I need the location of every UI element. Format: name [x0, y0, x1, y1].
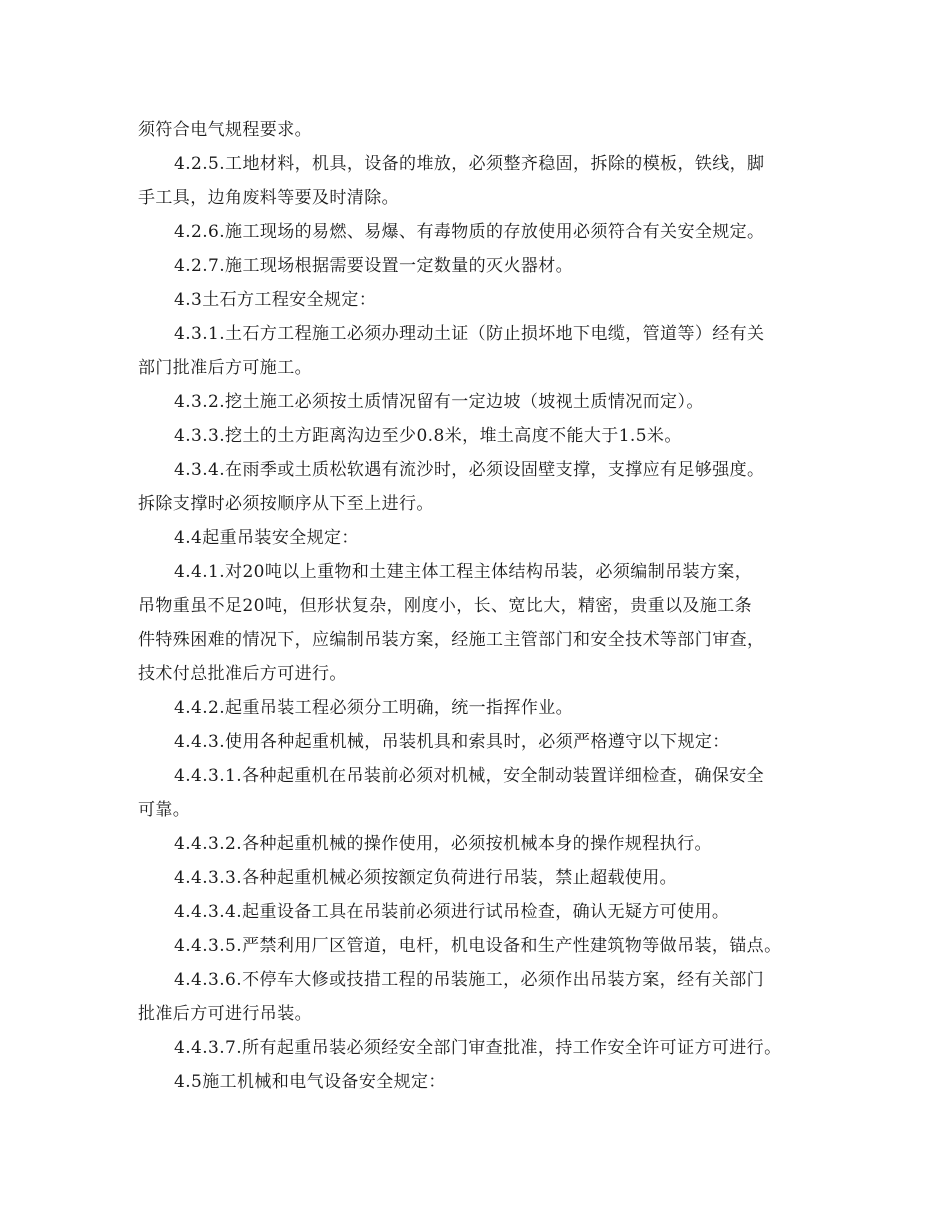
text-line: 4.3.1.土石方工程施工必须办理动土证（防止损坏地下电缆，管道等）经有关: [174, 324, 765, 344]
text-line: 4.4.3.4.起重设备工具在吊装前必须进行试吊检查，确认无疑方可使用。: [174, 902, 730, 922]
text-line: 4.4.3.5.严禁利用厂区管道，电杆，机电设备和生产性建筑物等做吊装，锚点。: [174, 936, 782, 956]
section-heading: 4.3土石方工程安全规定：: [174, 290, 377, 310]
text-line: 4.4.3.2.各种起重机械的操作使用，必须按机械本身的操作规程执行。: [174, 834, 712, 854]
section-heading: 4.5施工机械和电气设备安全规定：: [174, 1072, 446, 1092]
text-line: 4.4.3.3.各种起重机械必须按额定负荷进行吊装，禁止超载使用。: [174, 868, 678, 888]
text-line: 部门批准后方可施工。: [138, 358, 312, 378]
text-line: 4.4.3.6.不停车大修或技措工程的吊装施工，必须作出吊装方案，经有关部门: [174, 970, 765, 990]
text-line: 技术付总批准后方可进行。: [138, 664, 347, 684]
text-line: 手工具，边角废料等要及时清除。: [138, 188, 399, 208]
text-line: 件特殊困难的情况下，应编制吊装方案，经施工主管部门和安全技术等部门审查，: [138, 630, 765, 650]
text-line: 拆除支撑时必须按顺序从下至上进行。: [138, 494, 434, 514]
section-heading: 4.4起重吊装安全规定：: [174, 528, 359, 548]
text-line: 4.2.7.施工现场根据需要设置一定数量的灭火器材。: [174, 256, 574, 276]
text-line: 4.3.3.挖土的土方距离沟边至少0.8米，堆土高度不能大于1.5米。: [174, 426, 682, 446]
text-line: 4.4.2.起重吊装工程必须分工明确，统一指挥作业。: [174, 698, 574, 718]
text-line: 4.4.3.1.各种起重机在吊装前必须对机械，安全制动装置详细检查，确保安全: [174, 766, 765, 786]
text-line: 吊物重虽不足20吨，但形状复杂，刚度小，长、宽比大，精密，贵重以及施工条: [138, 596, 753, 616]
text-line: 4.4.3.7.所有起重吊装必须经安全部门审查批准，持工作安全许可证方可进行。: [174, 1038, 782, 1058]
text-line: 4.4.3.使用各种起重机械，吊装机具和索具时，必须严格遵守以下规定：: [174, 732, 730, 752]
text-line: 4.3.2.挖土施工必须按土质情况留有一定边坡（坡视土质情况而定）。: [174, 392, 704, 412]
text-line: 4.4.1.对20吨以上重物和土建主体工程主体结构吊装，必须编制吊装方案，: [174, 562, 753, 582]
document-body: [138, 113, 828, 1099]
text-line: 批准后方可进行吊装。: [138, 1004, 312, 1024]
text-line: 4.2.6.施工现场的易燃、易爆、有毒物质的存放使用必须符合有关安全规定。: [174, 222, 765, 242]
text-line: 可靠。: [138, 800, 191, 820]
text-line: 4.3.4.在雨季或土质松软遇有流沙时，必须设固壁支撑，支撑应有足够强度。: [174, 460, 765, 480]
text-line: 须符合电气规程要求。: [138, 120, 312, 140]
text-line: 4.2.5.工地材料，机具，设备的堆放，必须整齐稳固，拆除的模板，铁线，脚: [174, 154, 765, 174]
